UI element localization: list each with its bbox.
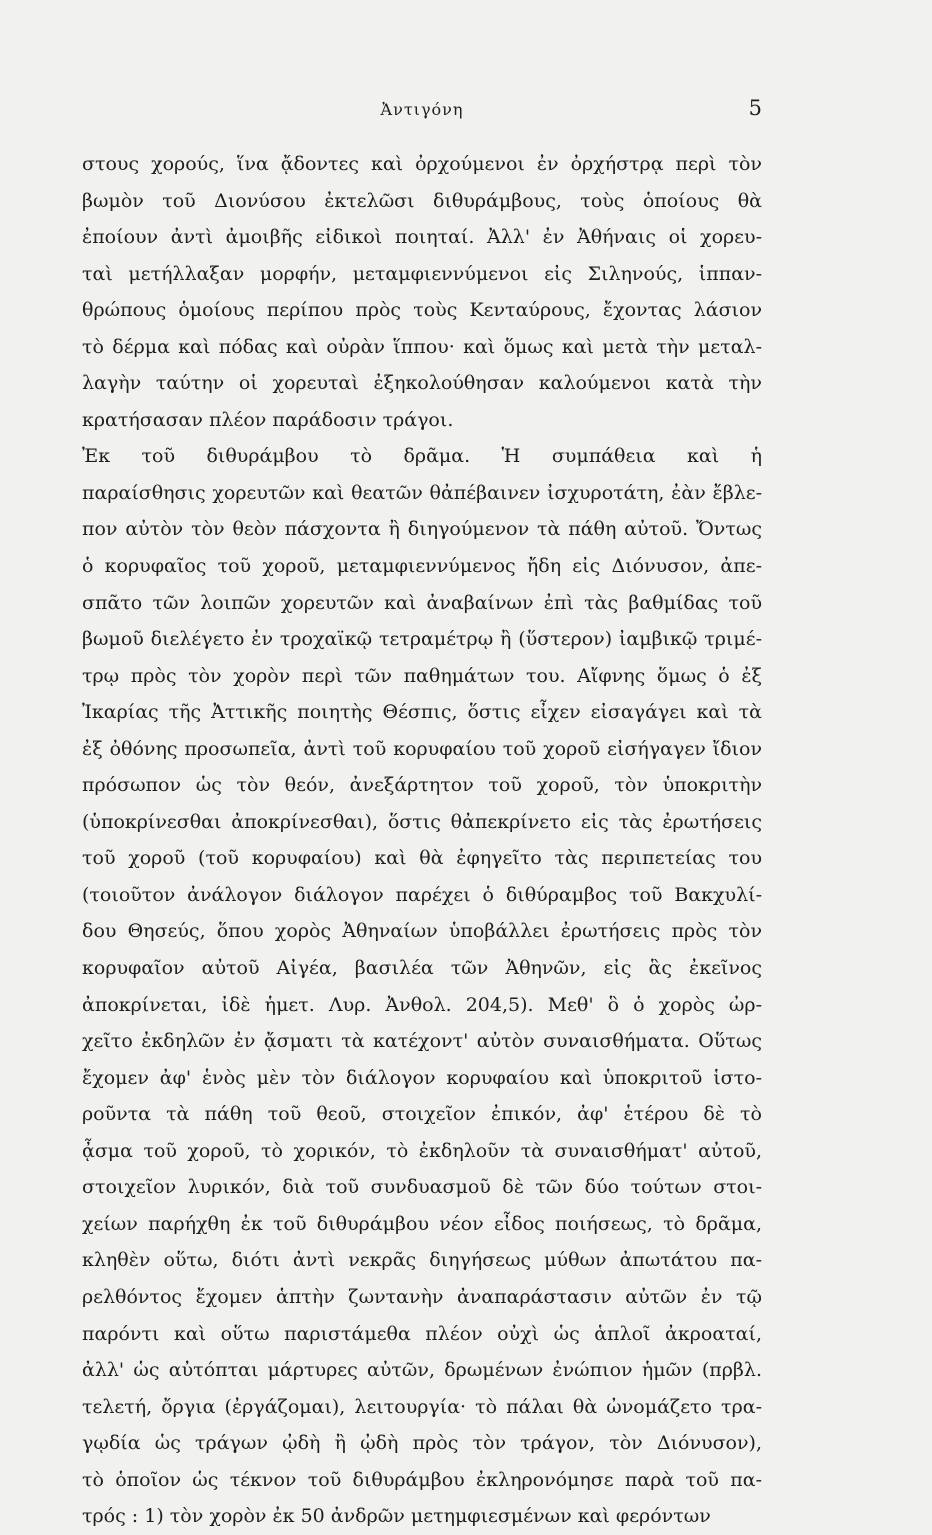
text-line: γῳδία ὡς τράγων ᾠδὴ ἢ ᾠδὴ πρὸς τὸν τράγον, τὸν Διόνυσον), <box>82 1432 762 1455</box>
text-line: ᾆσμα τοῦ χοροῦ, τὸ χορικόν, τὸ ἐκδηλοῦν τὰ συναισθήματ' αὐτοῦ, <box>82 1139 762 1162</box>
text-line: παρόντι καὶ οὕτω παριστάμεθα πλέον οὐχὶ ὡς ἁπλοῖ ἀκροαταί, <box>82 1322 762 1345</box>
text-line: χείων παρήχθη ἐκ τοῦ διθυράμβου νέον εἶδος ποιήσεως, τὸ δρᾶμα, <box>82 1212 762 1235</box>
text-line: ἀλλ' ὡς αὐτόπται μάρτυρες αὐτῶν, δρωμένων ἐνώπιον ἡμῶν (πρβλ. <box>82 1359 762 1382</box>
text-line: πρόσωπον ὡς τὸν θεόν, ἀνεξάρτητον τοῦ χοροῦ, τὸν ὑποκριτὴν <box>82 774 762 797</box>
page-number: 5 <box>748 96 762 120</box>
text-line: στους χορούς, ἵνα ᾄδοντες καὶ ὀρχούμενοι ἐν ὀρχήστρᾳ περὶ τὸν <box>82 153 762 175</box>
text-line: τρῳ πρὸς τὸν χορὸν περὶ τῶν παθημάτων του. Αἴφνης ὅμως ὁ ἐξ <box>82 664 762 687</box>
text-line: ἀποκρίνεται, ἰδὲ ἡμετ. Λυρ. Ἀνθολ. 204,5). Μεθ' ὃ ὁ χορὸς ὠρ- <box>82 993 762 1016</box>
page-header <box>82 96 762 126</box>
text-line: (τοιοῦτον ἀνάλογον διάλογον παρέχει ὁ διθύραμβος τοῦ Βακχυλί- <box>82 883 762 906</box>
text-line: ρελθόντος ἔχομεν ἁπτὴν ζωντανὴν ἀναπαράστασιν αὐτῶν ἐν τῷ <box>82 1285 762 1308</box>
text-line: βωμοῦ διελέγετο ἐν τροχαϊκῷ τετραμέτρῳ ἢ (ὕστερον) ἰαμβικῷ τριμέ- <box>82 628 762 651</box>
text-line: θρώπους ὁμοίους περίπου πρὸς τοὺς Κενταύρους, ἔχοντας λάσιον <box>82 299 762 322</box>
text-line: παραίσθησις χορευτῶν καὶ θεατῶν θἀπέβαινεν ἰσχυροτάτη, ἐὰν ἔβλε- <box>82 481 762 504</box>
text-line: στοιχεῖον λυρικόν, διὰ τοῦ συνδυασμοῦ δὲ τῶν δύο τούτων στοι- <box>82 1176 762 1199</box>
text-line: ταὶ μετήλλαξαν μορφήν, μεταμφιεννύμενοι εἰς Σιληνούς, ἱππαν- <box>82 262 762 285</box>
text-line: δου Θησεύς, ὅπου χορὸς Ἀθηναίων ὑποβάλλει ἐρωτήσεις πρὸς τὸν <box>82 920 762 943</box>
text-line: χεῖτο ἐκδηλῶν ἐν ᾄσματι τὰ κατέχοντ' αὐτὸν συναισθήματα. Οὕτως <box>82 1030 762 1053</box>
text-line: Ἐκ τοῦ διθυράμβου τὸ δρᾶμα. Ἡ συμπάθεια καὶ ἡ <box>82 445 762 468</box>
text-line: ἔχομεν ἀφ' ἑνὸς μὲν τὸν διάλογον κορυφαίου καὶ ὑποκριτοῦ ἱστο- <box>82 1066 762 1089</box>
text-line: κρατήσασαν πλέον παράδοσιν τράγοι. <box>82 408 454 431</box>
running-head: Ἀντιγόνη <box>380 100 464 119</box>
text-line: ροῦντα τὰ πάθη τοῦ θεοῦ, στοιχεῖον ἐπικόν, ἀφ' ἑτέρου δὲ τὸ <box>82 1103 762 1126</box>
text-line: λαγὴν ταύτην οἱ χορευταὶ ἐξηκολούθησαν καλούμενοι κατὰ τὴν <box>82 372 762 395</box>
text-line: κορυφαῖον αὐτοῦ Αἰγέα, βασιλέα τῶν Ἀθηνῶν, εἰς ἃς ἐκεῖνος <box>82 957 762 980</box>
text-line: τὸ δέρμα καὶ πόδας καὶ οὐρὰν ἵππου· καὶ ὅμως καὶ μετὰ τὴν μεταλ- <box>82 335 762 358</box>
text-line: σπᾶτο τῶν λοιπῶν χορευτῶν καὶ ἀναβαίνων ἐπὶ τὰς βαθμίδας τοῦ <box>82 591 762 614</box>
text-line: τελετή, ὄργια (ἐργάζομαι), λειτουργία· τὸ πάλαι θὰ ὠνομάζετο τρα- <box>82 1395 762 1418</box>
text-line: πον αὐτὸν τὸν θεὸν πάσχοντα ἢ διηγούμενον τὰ πάθη αὐτοῦ. Ὄντως <box>82 518 762 541</box>
text-line: ὁ κορυφαῖος τοῦ χοροῦ, μεταμφιεννύμενος ἤδη εἰς Διόνυσον, ἀπε- <box>82 555 762 578</box>
text-line: κληθὲν οὕτω, διότι ἀντὶ νεκρᾶς διηγήσεως μύθων ἀπωτάτου πα- <box>82 1249 762 1272</box>
text-line: βωμὸν τοῦ Διονύσου ἐκτελῶσι διθυράμβους, τοὺς ὁποίους θὰ <box>82 189 762 212</box>
text-line: Ἰκαρίας τῆς Ἀττικῆς ποιητὴς Θέσπις, ὅστις εἶχεν εἰσαγάγει καὶ τὰ <box>82 701 762 724</box>
text-line: ἐποίουν ἀντὶ ἀμοιβῆς εἰδικοὶ ποιηταί. Ἀλλ' ἐν Ἀθήναις οἱ χορευ- <box>82 226 762 249</box>
text-line: τοῦ χοροῦ (τοῦ κορυφαίου) καὶ θὰ ἐφηγεῖτο τὰς περιπετείας του <box>82 847 762 870</box>
text-line: τὸ ὁποῖον ὡς τέκνον τοῦ διθυράμβου ἐκληρονόμησε παρὰ τοῦ πα- <box>82 1468 762 1491</box>
text-line: τρός : 1) τὸν χορὸν ἐκ 50 ἀνδρῶν μετημφιεσμένων καὶ φερόντων <box>82 1505 711 1528</box>
text-line: ἐξ ὀθόνης προσωπεῖα, ἀντὶ τοῦ κορυφαίου τοῦ χοροῦ εἰσήγαγεν ἴδιον <box>82 737 762 760</box>
text-line: (ὑποκρίνεσθαι ἀποκρίνεσθαι), ὅστις θἀπεκρίνετο εἰς τὰς ἐρωτήσεις <box>82 810 762 833</box>
body-text <box>82 146 762 1535</box>
